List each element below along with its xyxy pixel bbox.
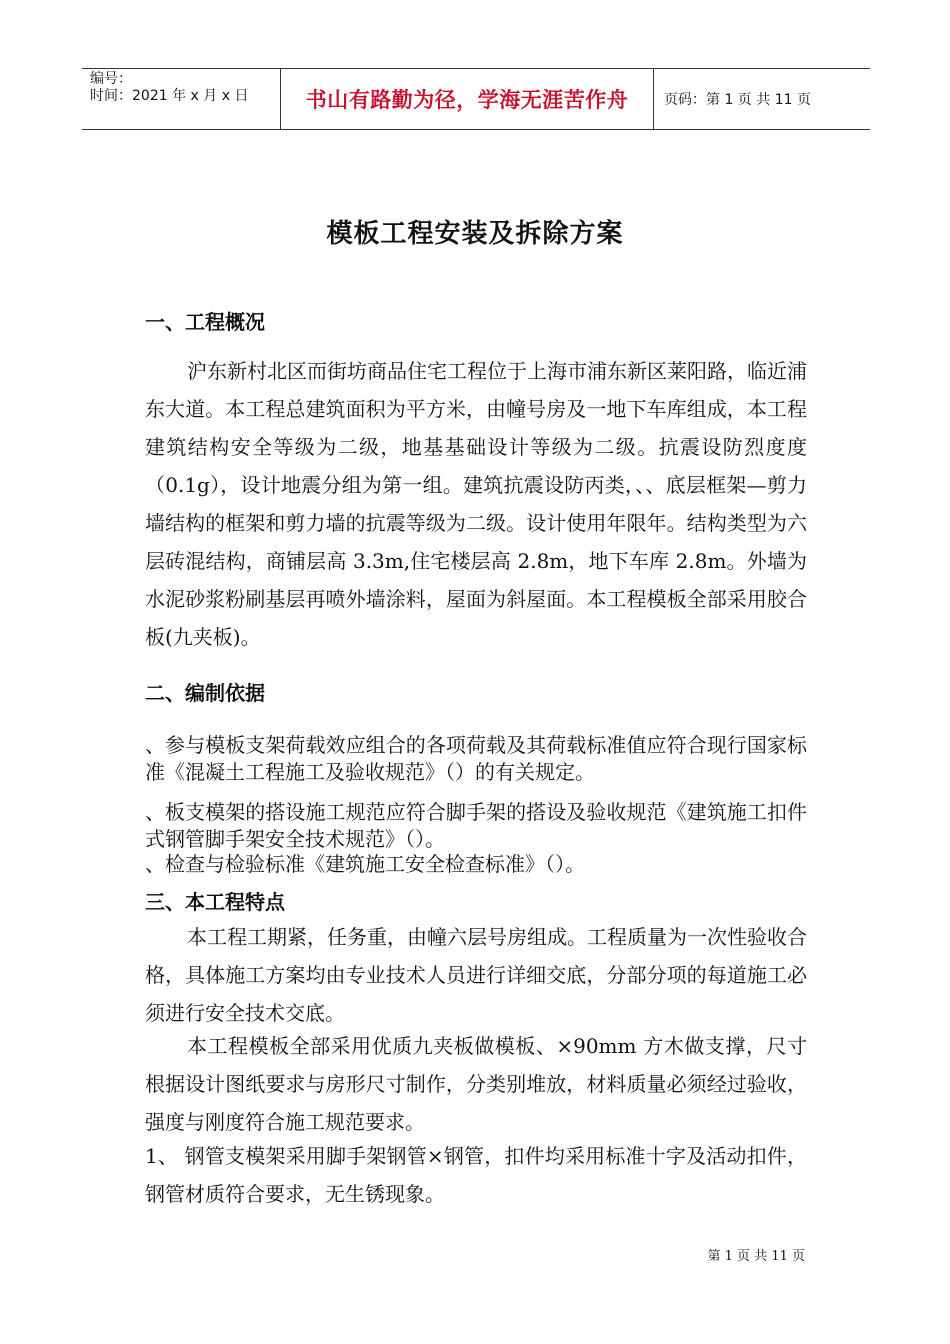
section-heading-basis: 二、编制依据 [145,681,265,705]
paragraph-features-1: 本工程工期紧，任务重，由幢六层号房组成。工程质量为一次性验收合格，具体施工方案均由专业技术人员进行详细交底，分部分项的每道施工必须进行安全技术交底。 [145,925,807,1025]
paragraph-basis-1: 、参与模板支架荷载效应组合的各项荷载及其荷载标准值应符合现行国家标准《混凝土工程施工及验收规范》（）的有关规定。 [145,733,807,784]
header-meta [82,69,281,129]
section-heading-features: 三、本工程特点 [145,890,285,914]
document-title: 模板工程安装及拆除方案 [326,219,624,249]
header-motto: 书山有路勤为径，学海无涯苦作舟 [305,88,629,112]
paragraph-basis-2: 、板支模架的搭设施工规范应符合脚手架的搭设及验收规范《建筑施工扣件式钢管脚手架安全技术规范》（）。 [145,800,807,851]
page-header [82,68,870,130]
paragraph-features-3: 1、 钢管支模架采用脚手架钢管×钢管，扣件均采用标准十字及活动扣件，钢管材质符合要求，无生锈现象。 [145,1144,807,1206]
paragraph-features-2: 本工程模板全部采用优质九夹板做模板、×90mm 方木做支撑，尺寸根据设计图纸要求与房形尺寸制作，分类别堆放，材料质量必须经过验收，强度与刚度符合施工规范要求。 [145,1034,807,1134]
header-page-info: 页码：第 1 页 共 11 页 [664,92,811,108]
section-heading-overview: 一、工程概况 [145,310,265,334]
document-time-label: 时间：2021 年 x 月 x 日 [90,88,249,104]
page-footer: 第 1 页 共 11 页 [707,1249,805,1264]
paragraph-basis-3: 、检查与检验标准《建筑施工安全检查标准》（）。 [145,852,585,876]
document-number-label: 编号： [90,71,132,87]
header-motto-cell [281,69,654,129]
paragraph-overview: 沪东新村北区而街坊商品住宅工程位于上海市浦东新区莱阳路，临近浦东大道。本工程总建筑面积为平方米，由幢号房及一地下车库组成，本工程建筑结构安全等级为二级，地基基础设计等级为二级。抗震设防烈度度（0.1g），设计地震分组为第一组。建筑抗震设防丙类，、、底层框架—剪力墙结构的框架和剪力墙的抗震等级为二级。设计使用年限年。结构类型为六层砖混结构，商铺层高 3.3m,住宅楼层高 2.8m，地下车库 2.8m。外墙为水泥砂浆粉刷基层再喷外墙涂料，屋面为斜屋面。本工程模板全部采用胶合板(九夹板)。 [145,359,807,649]
